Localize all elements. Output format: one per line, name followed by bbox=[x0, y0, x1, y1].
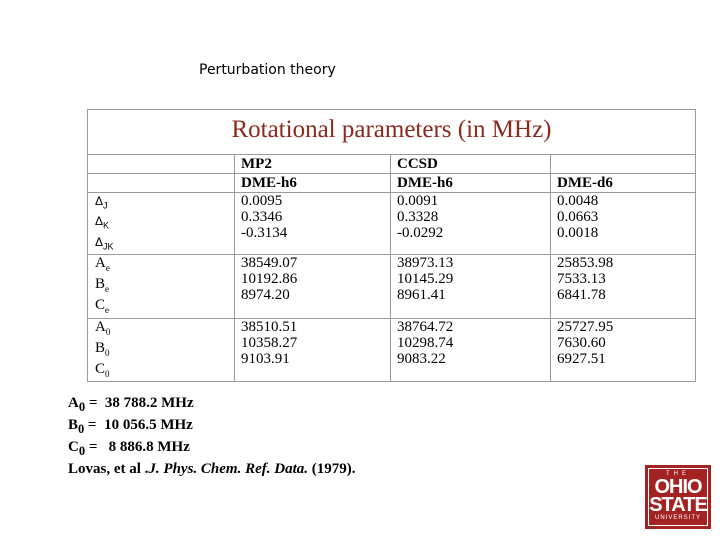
param-cell: $A_e$ $B_e$ $C_e$ bbox=[88, 255, 235, 319]
method-header-row bbox=[88, 155, 695, 174]
value-cell: 38549.07 10192.86 8974.20 bbox=[235, 255, 391, 319]
method-header-empty bbox=[551, 155, 696, 174]
method-header-mp2: MP2 bbox=[235, 155, 391, 174]
empty-header-cell bbox=[88, 155, 235, 174]
value-cell: 38764.72 10298.74 9083.22 bbox=[391, 319, 551, 383]
citation: Lovas, et al .J. Phys. Chem. Ref. Data. (1979). bbox=[68, 461, 356, 477]
slide-title: Perturbation theory bbox=[199, 62, 336, 78]
logo-ohio-text: OHIO bbox=[654, 476, 702, 498]
value-cell: 38973.13 10145.29 8961.41 bbox=[391, 255, 551, 319]
table-row bbox=[88, 319, 695, 383]
table-title: Rotational parameters (in MHz) bbox=[88, 110, 695, 155]
method-header-ccsd: CCSD bbox=[391, 155, 551, 174]
logo-state-text: STATE bbox=[649, 494, 707, 516]
value-cell: 25853.98 7533.13 6841.78 bbox=[551, 255, 696, 319]
rotational-parameters-table bbox=[87, 109, 696, 382]
molecule-header-1: DME-h6 bbox=[235, 174, 391, 193]
ohio-state-logo bbox=[645, 465, 711, 529]
value-cell: 0.0095 0.3346 -0.3134 bbox=[235, 193, 391, 255]
molecule-header-row bbox=[88, 174, 695, 193]
empty-header-cell bbox=[88, 174, 235, 193]
logo-the-text: THE bbox=[666, 471, 690, 477]
molecule-header-2: DME-h6 bbox=[391, 174, 551, 193]
experimental-c0: $C_0 = 8$ 886.8 MHz bbox=[68, 439, 190, 458]
table-row bbox=[88, 255, 695, 319]
table-row bbox=[88, 193, 695, 255]
param-cell: $A_0$ $B_0$ $C_0$ bbox=[88, 319, 235, 383]
param-cell: $\Delta_J$ $\Delta_K$ $\Delta_{JK}$ bbox=[88, 193, 235, 255]
experimental-a0: $A_0 = 38$ 788.2 MHz bbox=[68, 395, 194, 414]
parameters-grid bbox=[88, 155, 695, 382]
value-cell: 0.0048 0.0663 0.0018 bbox=[551, 193, 696, 255]
molecule-header-3: DME-d6 bbox=[551, 174, 696, 193]
logo-university-text: UNIVERSITY bbox=[654, 515, 701, 521]
experimental-b0: $B_0 = 10$ 056.5 MHz bbox=[68, 417, 193, 436]
value-cell: 38510.51 10358.27 9103.91 bbox=[235, 319, 391, 383]
value-cell: 25727.95 7630.60 6927.51 bbox=[551, 319, 696, 383]
value-cell: 0.0091 0.3328 -0.0292 bbox=[391, 193, 551, 255]
experimental-values bbox=[68, 394, 356, 478]
